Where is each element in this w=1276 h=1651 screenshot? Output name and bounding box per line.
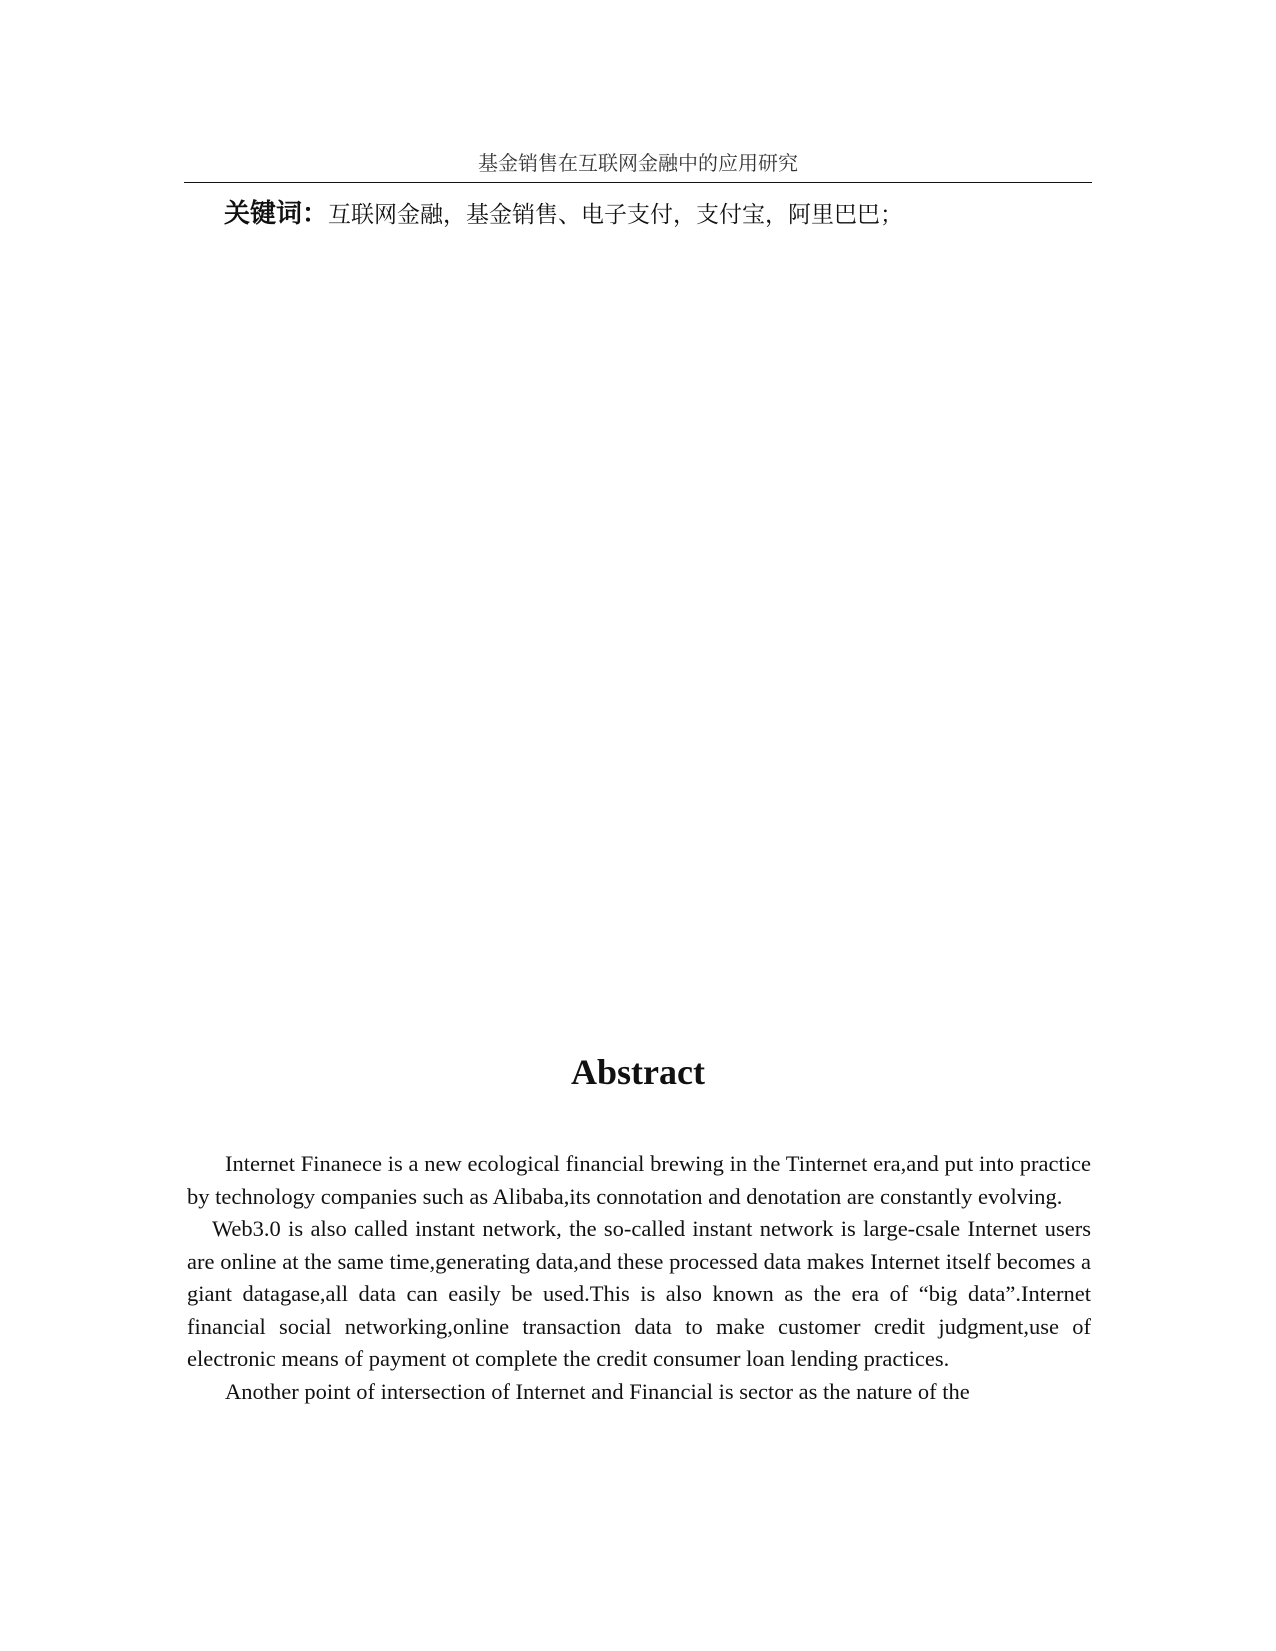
header-rule xyxy=(184,182,1092,183)
running-header: 基金销售在互联网金融中的应用研究 xyxy=(478,153,798,175)
abstract-paragraph: Another point of intersection of Internet and Financial is sector as the nature of the xyxy=(225,1378,970,1404)
abstract-body xyxy=(187,1148,1091,1408)
keywords-label: 关键词： xyxy=(224,199,329,229)
abstract-title: Abstract xyxy=(571,1052,705,1092)
abstract-paragraph: Internet Finanece is a new ecological financial brewing in the Tinternet era,and put into practice by technology companies such as Alibaba,its connotation and denotation are constantly evolving. xyxy=(187,1151,1091,1209)
abstract-paragraph: Web3.0 is also called instant network, the so-called instant network is large-csale Internet users are online at the same time,generating data,and these processed data makes Internet itself becomes a giant datagase,all data can easily be used.This is also known as the era of “big data”.Internet financial social networking,online transaction data to make customer credit judgment,use of electronic means of payment ot complete the credit consumer loan lending practices. xyxy=(187,1216,1091,1371)
keywords-value: 互联网金融，基金销售、电子支付，支付宝，阿里巴巴； xyxy=(328,202,904,227)
keywords-line xyxy=(224,196,1084,233)
